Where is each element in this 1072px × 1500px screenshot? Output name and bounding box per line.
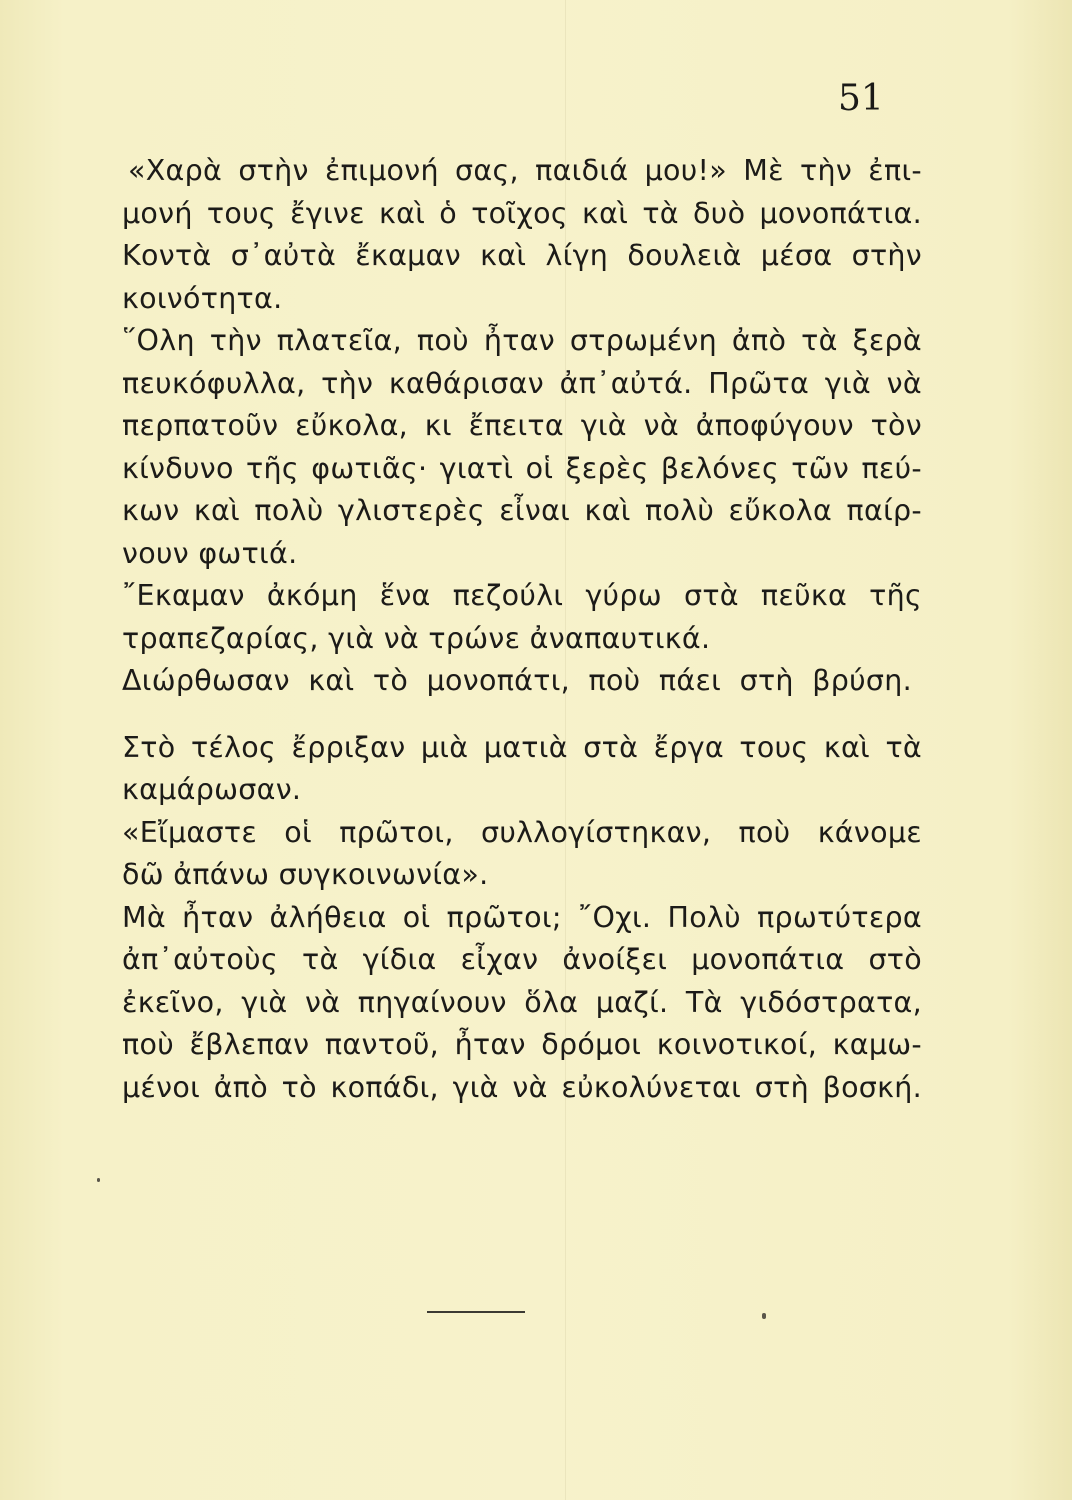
page-number: 51 (838, 78, 884, 119)
text-line: Μὰ ἦταν ἀλήθεια οἱ πρῶτοι; ῎Οχι. Πολὺ πρωτύτερα (122, 900, 922, 934)
text-line: ἀπ᾽αὐτοὺς τὰ γίδια εἶχαν ἀνοίξει μονοπάτια στὸ (122, 943, 922, 976)
text-line: «Εἴμαστε οἱ πρῶτοι, συλλογίστηκαν, ποὺ κάνομε (122, 815, 922, 849)
ink-speck (97, 1178, 100, 1182)
text-line: ῎Εκαμαν ἀκόμη ἕνα πεζούλι γύρω στὰ πεῦκα τῆς (122, 579, 922, 612)
text-line: Στὸ τέλος ἔρριξαν μιὰ ματιὰ στὰ ἔργα τους καὶ τὰ (122, 730, 922, 764)
text-line: κων καὶ πολὺ γλιστερὲς εἶναι καὶ πολὺ εὔκολα παίρ- (122, 494, 922, 527)
text-line: κίνδυνο τῆς φωτιᾶς· γιατὶ οἱ ξερὲς βελόνες τῶν πεύ- (122, 451, 922, 485)
text-line: κοινότητα. (122, 281, 283, 315)
text-line: νουν φωτιά. (122, 536, 298, 570)
text-line: καμάρωσαν. (122, 773, 302, 806)
text-line: τραπεζαρίας, γιὰ νὰ τρώνε ἀναπαυτικά. (122, 621, 711, 655)
text-line: δῶ ἀπάνω συγκοινωνία». (122, 858, 489, 891)
text-line: Κοντὰ σ᾽αὐτὰ ἔκαμαν καὶ λίγη δουλειὰ μέσα στὴν (122, 239, 922, 272)
text-line: Διώρθωσαν καὶ τὸ μονοπάτι, ποὺ πάει στὴ βρύση. (122, 664, 912, 697)
ink-speck (762, 1313, 766, 1319)
text-line: περπατοῦν εὔκολα, κι ἔπειτα γιὰ νὰ ἀποφύγουν τὸν (122, 409, 922, 442)
text-line: ῞Ολη τὴν πλατεῖα, ποὺ ἦταν στρωμένη ἀπὸ τὰ ξερὰ (122, 324, 922, 357)
text-line: μένοι ἀπὸ τὸ κοπάδι, γιὰ νὰ εὐκολύνεται στὴ βοσκή. (122, 1070, 922, 1104)
section-end-rule (427, 1311, 525, 1313)
text-line: ποὺ ἔβλεπαν παντοῦ, ἦταν δρόμοι κοινοτικοί, καμω- (122, 1028, 922, 1061)
text-line: ἐκεῖνο, γιὰ νὰ πηγαίνουν ὅλα μαζί. Τὰ γιδόστρατα, (122, 985, 922, 1019)
text-line: «Χαρὰ στὴν ἐπιμονή σας, παιδιά μου!» Μὲ τὴν ἐπι- (128, 154, 922, 187)
text-line: πευκόφυλλα, τὴν καθάρισαν ἀπ᾽αὐτά. Πρῶτα γιὰ νὰ (122, 366, 922, 400)
body-text (122, 150, 922, 1109)
text-line: μονή τους ἔγινε καὶ ὁ τοῖχος καὶ τὰ δυὸ μονοπάτια. (122, 196, 922, 230)
